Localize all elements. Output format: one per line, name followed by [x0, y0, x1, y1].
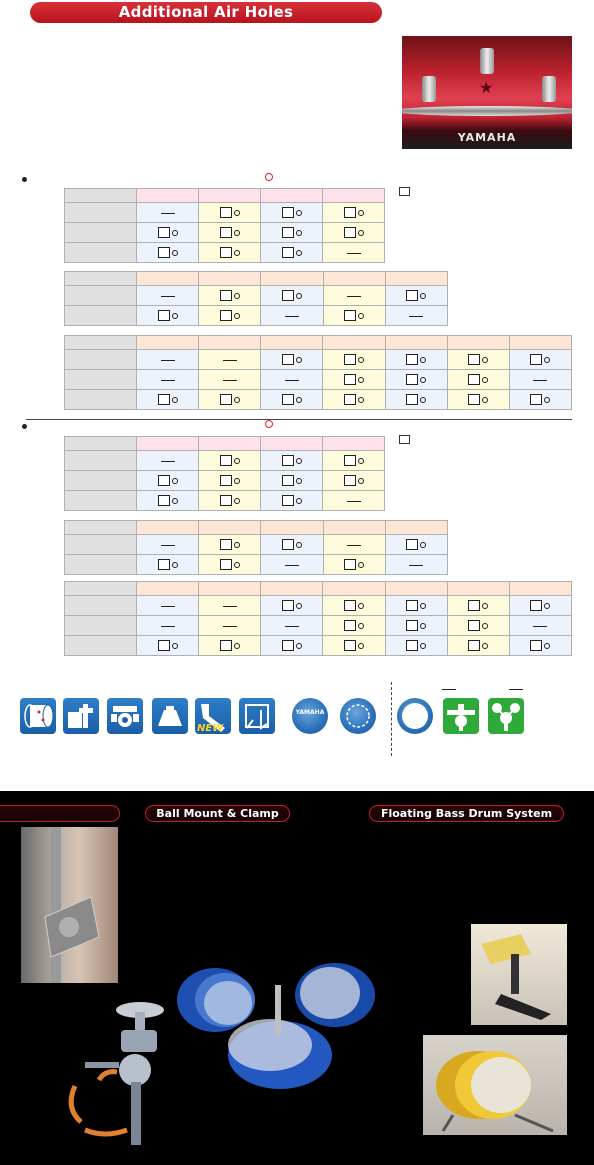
- not-available-cell: [137, 535, 199, 555]
- feature-banner-cut: [0, 805, 120, 822]
- available-cell: [385, 286, 447, 306]
- legend-box-icon: [399, 435, 410, 444]
- row-header-cell: [65, 555, 137, 575]
- dash-icon: [223, 360, 237, 361]
- dash-icon: [347, 545, 361, 546]
- spec-table-1c: [64, 335, 572, 410]
- box-circle-icon: [344, 227, 364, 238]
- available-cell: [323, 616, 385, 636]
- row-header-cell: [65, 203, 137, 223]
- box-circle-icon: [468, 394, 488, 405]
- box-circle-icon: [220, 207, 240, 218]
- box-circle-icon: [468, 600, 488, 611]
- header-corner-cell: [65, 272, 137, 286]
- column-header-cell: [385, 582, 447, 596]
- dash-icon: [347, 296, 361, 297]
- dash-icon: [161, 545, 175, 546]
- not-available-cell: [199, 596, 261, 616]
- box-circle-icon: [344, 620, 364, 631]
- dash-icon: [223, 606, 237, 607]
- available-cell: [323, 350, 385, 370]
- dash-icon: [409, 316, 423, 317]
- column-header-cell: [261, 336, 323, 350]
- spec-table-2a: [64, 436, 385, 511]
- box-circle-icon: [220, 559, 240, 570]
- star-icon: ★: [479, 78, 494, 97]
- available-cell: [447, 390, 509, 410]
- available-cell: [261, 471, 323, 491]
- hoop-rim: [402, 106, 572, 116]
- column-header-cell: [137, 189, 199, 203]
- row-header-cell: [65, 286, 137, 306]
- available-cell: [199, 491, 261, 511]
- column-header-cell: [385, 272, 447, 286]
- available-cell: [199, 306, 261, 326]
- blank-head-icon: [397, 698, 433, 734]
- column-header-cell: [323, 582, 385, 596]
- header-corner-cell: [65, 437, 137, 451]
- box-circle-icon: [282, 354, 302, 365]
- row-header-cell: [65, 350, 137, 370]
- available-cell: [137, 555, 199, 575]
- box-circle-icon: [468, 620, 488, 631]
- box-circle-icon: [344, 310, 364, 321]
- row-header-cell: [65, 535, 137, 555]
- box-circle-icon: [344, 640, 364, 651]
- row-header-cell: [65, 491, 137, 511]
- available-cell: [199, 390, 261, 410]
- box-circle-icon: [530, 354, 550, 365]
- box-circle-icon: [220, 455, 240, 466]
- ball-clamp-diagram: [55, 990, 165, 1145]
- box-circle-icon: [282, 227, 302, 238]
- header-corner-cell: [65, 189, 137, 203]
- row-header-cell: [65, 636, 137, 656]
- table-row: [65, 616, 572, 636]
- floating-bass-banner: Floating Bass Drum System: [369, 805, 564, 822]
- available-cell: [323, 636, 385, 656]
- table-row: [65, 203, 385, 223]
- column-header-cell: [261, 437, 323, 451]
- not-available-cell: [137, 286, 199, 306]
- dash-icon: [161, 380, 175, 381]
- column-header-cell: [199, 189, 261, 203]
- row-header-cell: [65, 596, 137, 616]
- spec-table-1a: [64, 188, 385, 263]
- available-cell: [447, 616, 509, 636]
- available-cell: [199, 203, 261, 223]
- table-row: [65, 451, 385, 471]
- box-circle-icon: [406, 620, 426, 631]
- available-cell: [199, 535, 261, 555]
- not-available-cell: [323, 535, 385, 555]
- section-divider: [26, 419, 572, 420]
- box-circle-icon: [344, 600, 364, 611]
- resonant-head-icon: [340, 698, 376, 734]
- column-header-cell: [323, 437, 385, 451]
- yamaha-logo: YAMAHA: [457, 131, 517, 144]
- box-circle-icon: [282, 600, 302, 611]
- column-header-cell: [447, 582, 509, 596]
- available-cell: [385, 616, 447, 636]
- not-available-cell: [137, 451, 199, 471]
- column-header-cell: [199, 272, 261, 286]
- box-circle-icon: [220, 640, 240, 651]
- column-header-cell: [199, 582, 261, 596]
- shell-icon: [20, 698, 56, 734]
- column-header-cell: [385, 336, 447, 350]
- box-circle-icon: [406, 354, 426, 365]
- box-circle-icon: [344, 475, 364, 486]
- column-header-cell: [199, 521, 261, 535]
- not-available-cell: [137, 203, 199, 223]
- legend-box-icon: [399, 187, 410, 196]
- mount-closeup-photo: [21, 827, 118, 983]
- header-corner-cell: [65, 582, 137, 596]
- box-circle-icon: [282, 539, 302, 550]
- not-available-cell: [385, 555, 447, 575]
- box-circle-icon: [220, 539, 240, 550]
- spec-table-2c: [64, 581, 572, 656]
- not-available-cell: [137, 596, 199, 616]
- spec-table-1b: [64, 271, 448, 326]
- box-circle-icon: [158, 247, 178, 258]
- available-cell: [385, 535, 447, 555]
- row-header-cell: [65, 370, 137, 390]
- available-cell: [447, 370, 509, 390]
- section-title-banner: Additional Air Holes: [30, 2, 382, 23]
- available-cell: [323, 471, 385, 491]
- not-available-cell: [323, 286, 385, 306]
- box-circle-icon: [282, 207, 302, 218]
- available-cell: [261, 491, 323, 511]
- available-cell: [509, 350, 571, 370]
- available-cell: [323, 370, 385, 390]
- table-row: [65, 370, 572, 390]
- available-cell: [385, 370, 447, 390]
- available-cell: [509, 636, 571, 656]
- dash-icon: [161, 360, 175, 361]
- column-header-cell: [509, 336, 571, 350]
- available-cell: [261, 535, 323, 555]
- column-header-cell: [323, 272, 385, 286]
- available-cell: [137, 491, 199, 511]
- row-header-cell: [65, 223, 137, 243]
- available-cell: [447, 350, 509, 370]
- box-circle-icon: [530, 600, 550, 611]
- box-circle-icon: [282, 640, 302, 651]
- lug-icon: [542, 76, 556, 102]
- box-circle-icon: [158, 227, 178, 238]
- table-row: [65, 491, 385, 511]
- available-cell: [261, 243, 323, 263]
- column-header-cell: [199, 437, 261, 451]
- box-circle-icon: [282, 394, 302, 405]
- box-circle-icon: [220, 394, 240, 405]
- available-cell: [385, 350, 447, 370]
- box-circle-icon: [220, 247, 240, 258]
- table-row: [65, 286, 448, 306]
- available-cell: [199, 555, 261, 575]
- available-cell: [261, 451, 323, 471]
- row-header-cell: [65, 390, 137, 410]
- not-available-cell: [261, 370, 323, 390]
- box-circle-icon: [158, 394, 178, 405]
- dash-icon: [223, 380, 237, 381]
- box-circle-icon: [344, 374, 364, 385]
- not-available-cell: [509, 370, 571, 390]
- column-header-cell: [137, 437, 199, 451]
- column-header-cell: [323, 521, 385, 535]
- dash-icon: [285, 316, 299, 317]
- pedal-closeup-photo: [471, 924, 567, 1025]
- yellow-bass-drum-photo: [423, 1035, 567, 1135]
- dash-icon: [347, 253, 361, 254]
- row-header-cell: [65, 471, 137, 491]
- box-circle-icon: [282, 290, 302, 301]
- icon-separator: [391, 682, 392, 756]
- table-row: [65, 223, 385, 243]
- available-cell: [261, 636, 323, 656]
- box-circle-icon: [406, 600, 426, 611]
- dash-icon: [161, 296, 175, 297]
- available-cell: [199, 223, 261, 243]
- row-header-cell: [65, 616, 137, 636]
- table-row: [65, 390, 572, 410]
- available-cell: [323, 451, 385, 471]
- column-header-cell: [137, 272, 199, 286]
- available-cell: [447, 596, 509, 616]
- header-corner-cell: [65, 521, 137, 535]
- table-row: [65, 555, 448, 575]
- column-header-cell: [137, 582, 199, 596]
- box-circle-icon: [220, 495, 240, 506]
- not-available-cell: [199, 350, 261, 370]
- column-header-cell: [509, 582, 571, 596]
- dash-icon: [285, 626, 299, 627]
- header-corner-cell: [65, 336, 137, 350]
- box-circle-icon: [406, 290, 426, 301]
- table-row: [65, 306, 448, 326]
- not-available-cell: [509, 616, 571, 636]
- dash-icon: [161, 606, 175, 607]
- available-cell: [199, 471, 261, 491]
- dash-icon: [285, 565, 299, 566]
- new-pedal-icon: [195, 698, 231, 734]
- row-header-cell: [65, 243, 137, 263]
- box-circle-icon: [530, 394, 550, 405]
- column-header-cell: [261, 582, 323, 596]
- column-header-cell: [137, 521, 199, 535]
- bullet-icon: [22, 424, 27, 429]
- column-header-cell: [323, 336, 385, 350]
- box-circle-icon: [344, 559, 364, 570]
- not-available-cell: [261, 616, 323, 636]
- box-circle-icon: [158, 559, 178, 570]
- not-available-cell: [323, 491, 385, 511]
- box-circle-icon: [220, 310, 240, 321]
- new-badge: NEW: [197, 723, 224, 734]
- box-circle-icon: [468, 374, 488, 385]
- dash-icon: [533, 380, 547, 381]
- table-row: [65, 243, 385, 263]
- table-row: [65, 636, 572, 656]
- tom-holder-icon: [63, 698, 99, 734]
- box-circle-icon: [406, 394, 426, 405]
- not-available-cell: [385, 306, 447, 326]
- dash-icon: [285, 380, 299, 381]
- box-circle-icon: [220, 227, 240, 238]
- available-cell: [385, 596, 447, 616]
- available-cell: [385, 390, 447, 410]
- bullet-icon: [22, 177, 27, 182]
- box-circle-icon: [282, 455, 302, 466]
- column-header-cell: [261, 272, 323, 286]
- circle-mark-icon: [265, 173, 273, 181]
- available-cell: [323, 390, 385, 410]
- not-available-cell: [137, 370, 199, 390]
- dash-icon: [161, 213, 175, 214]
- available-cell: [137, 471, 199, 491]
- available-cell: [137, 636, 199, 656]
- available-cell: [323, 203, 385, 223]
- row-header-cell: [65, 451, 137, 471]
- available-cell: [261, 203, 323, 223]
- table-row: [65, 471, 385, 491]
- box-circle-icon: [282, 495, 302, 506]
- available-cell: [509, 596, 571, 616]
- ball-clamp-icon: [107, 698, 143, 734]
- table-row: [65, 350, 572, 370]
- drum-set-photo: [170, 955, 385, 1130]
- available-cell: [261, 596, 323, 616]
- available-cell: [137, 306, 199, 326]
- available-cell: [137, 390, 199, 410]
- available-cell: [137, 223, 199, 243]
- dash-icon: [223, 626, 237, 627]
- box-circle-icon: [282, 247, 302, 258]
- spec-table-2b: [64, 520, 448, 575]
- available-cell: [199, 243, 261, 263]
- column-header-cell: [261, 521, 323, 535]
- box-circle-icon: [530, 640, 550, 651]
- available-cell: [199, 286, 261, 306]
- available-cell: [323, 306, 385, 326]
- column-header-cell: [323, 189, 385, 203]
- available-cell: [137, 243, 199, 263]
- box-circle-icon: [406, 374, 426, 385]
- table-row: [65, 535, 448, 555]
- column-header-cell: [261, 189, 323, 203]
- available-cell: [323, 596, 385, 616]
- dash-icon: [161, 461, 175, 462]
- lug-icon: [422, 76, 436, 102]
- single-tom-holder-icon: [443, 698, 479, 734]
- box-circle-icon: [344, 455, 364, 466]
- drumhead-icon: [292, 698, 328, 734]
- available-cell: [447, 636, 509, 656]
- box-circle-icon: [158, 495, 178, 506]
- dash-icon: [161, 626, 175, 627]
- box-circle-icon: [344, 207, 364, 218]
- available-cell: [323, 223, 385, 243]
- not-available-cell: [261, 306, 323, 326]
- available-cell: [261, 350, 323, 370]
- row-header-cell: [65, 306, 137, 326]
- overline-mark: [509, 689, 523, 690]
- box-circle-icon: [406, 640, 426, 651]
- not-available-cell: [199, 370, 261, 390]
- available-cell: [323, 555, 385, 575]
- column-header-cell: [199, 336, 261, 350]
- available-cell: [261, 390, 323, 410]
- not-available-cell: [137, 350, 199, 370]
- table-row: [65, 596, 572, 616]
- not-available-cell: [137, 616, 199, 636]
- box-circle-icon: [158, 475, 178, 486]
- available-cell: [509, 390, 571, 410]
- available-cell: [385, 636, 447, 656]
- drumhead-logo: YAMAHA: [295, 709, 325, 716]
- box-circle-icon: [158, 640, 178, 651]
- overline-mark: [442, 689, 456, 690]
- box-circle-icon: [344, 394, 364, 405]
- box-circle-icon: [468, 354, 488, 365]
- not-available-cell: [323, 243, 385, 263]
- dash-icon: [347, 501, 361, 502]
- double-tom-holder-icon: [488, 698, 524, 734]
- air-hole-badge-icon: [480, 48, 494, 74]
- floor-mount-icon: [152, 698, 188, 734]
- column-header-cell: [447, 336, 509, 350]
- box-circle-icon: [282, 475, 302, 486]
- box-circle-icon: [344, 354, 364, 365]
- spur-icon: [239, 698, 275, 734]
- box-circle-icon: [406, 539, 426, 550]
- box-circle-icon: [468, 640, 488, 651]
- available-cell: [199, 451, 261, 471]
- box-circle-icon: [220, 475, 240, 486]
- box-circle-icon: [220, 290, 240, 301]
- available-cell: [199, 636, 261, 656]
- bass-drum-photo: [402, 36, 572, 149]
- column-header-cell: [385, 521, 447, 535]
- available-cell: [261, 286, 323, 306]
- available-cell: [261, 223, 323, 243]
- dash-icon: [533, 626, 547, 627]
- box-circle-icon: [158, 310, 178, 321]
- not-available-cell: [261, 555, 323, 575]
- circle-mark-icon: [265, 420, 273, 428]
- ball-mount-banner: Ball Mount & Clamp: [145, 805, 290, 822]
- column-header-cell: [137, 336, 199, 350]
- dash-icon: [409, 565, 423, 566]
- not-available-cell: [199, 616, 261, 636]
